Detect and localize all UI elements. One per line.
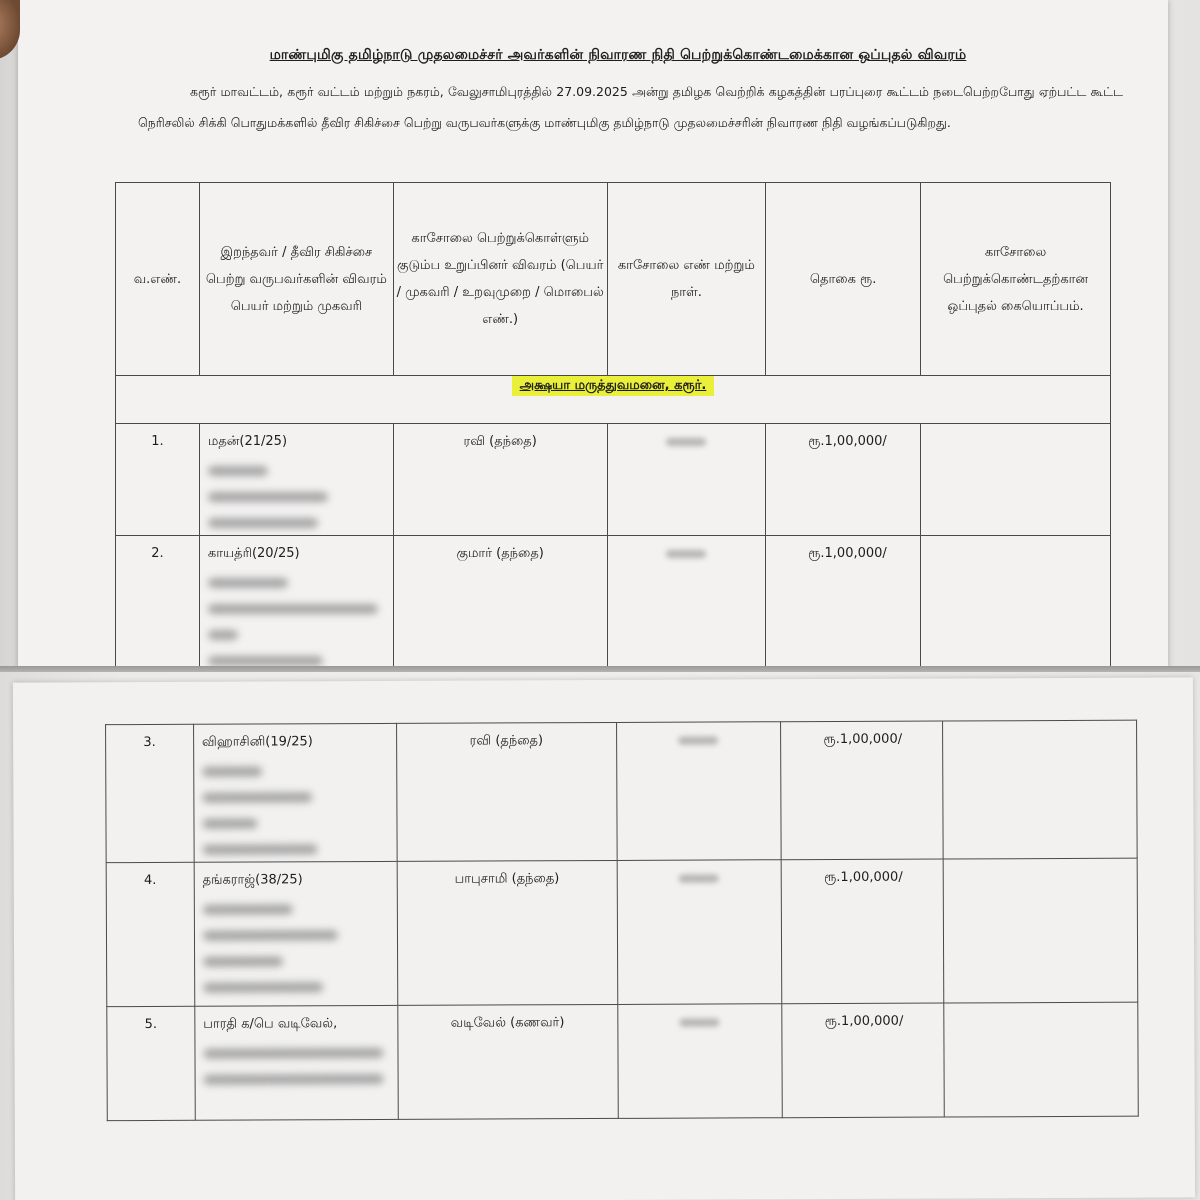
- row-cheque: [617, 860, 782, 1005]
- redacted-phone: [203, 982, 323, 993]
- relief-table-bottom: [105, 720, 1139, 1121]
- table-row: [107, 1002, 1138, 1120]
- row-sno: 5.: [107, 1006, 195, 1120]
- header-patient: இறந்தவர் / தீவிர சிகிச்சை பெற்று வருபவர்களின் விவரம் பெயர் மற்றும் முகவரி: [199, 183, 393, 376]
- redacted-address: [203, 1048, 383, 1059]
- relief-table-top: [115, 182, 1111, 672]
- redacted-cheque-no: [679, 736, 719, 744]
- table-header-row: [116, 183, 1111, 376]
- redacted-address: [203, 930, 338, 941]
- hospital-name: அக்ஷயா மருத்துவமனை, கரூர்.: [512, 376, 715, 396]
- redacted-address: [208, 492, 328, 502]
- hospital-row: [116, 376, 1111, 424]
- redacted-address: [208, 466, 268, 476]
- patient-name: தங்கராஜ்(38/25): [202, 872, 303, 888]
- row-recipient: பாபுசாமி (தந்தை): [397, 860, 617, 1005]
- redacted-address: [208, 604, 378, 614]
- row-patient: [194, 861, 398, 1006]
- redacted-address: [202, 766, 262, 776]
- table-row: [116, 424, 1111, 536]
- document-page-bottom: [13, 677, 1195, 1200]
- redacted-cheque-no: [666, 438, 706, 446]
- photo-bottom-half: [0, 672, 1200, 1200]
- redacted-phone: [203, 1074, 383, 1085]
- row-sno: 4.: [106, 862, 195, 1006]
- patient-name: விஹாசினி(19/25): [201, 734, 313, 750]
- header-cheque: காசோலை எண் மற்றும் நாள்.: [607, 183, 766, 376]
- header-sno: வ.எண்.: [116, 183, 200, 376]
- row-signature: [921, 424, 1111, 536]
- header-signature: காசோலை பெற்றுக்கொண்டதற்கான ஒப்புதல் கையொப்பம்.: [921, 183, 1111, 376]
- row-cheque: [607, 536, 766, 673]
- redacted-address: [202, 792, 312, 802]
- row-amount: ரூ.1,00,000/: [781, 721, 944, 860]
- table-row: [106, 720, 1138, 862]
- row-recipient: குமார் (தந்தை): [393, 536, 607, 673]
- patient-name: மதன்(21/25): [207, 434, 288, 449]
- patient-name: பாரதி க/பெ வடிவேல்,: [203, 1016, 338, 1032]
- redacted-cheque-no: [666, 550, 706, 558]
- row-signature: [921, 536, 1111, 673]
- row-patient: [193, 723, 397, 862]
- row-signature: [943, 720, 1137, 859]
- row-recipient: ரவி (தந்தை): [396, 722, 616, 861]
- header-amount: தொகை ரூ.: [766, 183, 921, 376]
- row-amount: ரூ.1,00,000/: [766, 536, 921, 673]
- redacted-phone: [208, 656, 323, 666]
- row-patient: [199, 424, 393, 536]
- thumb-in-photo: [0, 0, 20, 60]
- row-patient: [195, 1005, 398, 1120]
- row-recipient: ரவி (தந்தை): [393, 424, 607, 536]
- header-recipient: காசோலை பெற்றுக்கொள்ளும் குடும்ப உறுப்பினர் விவரம் (பெயர் / முகவரி / உறவுமுறை / மொபைல் எண்.): [393, 183, 607, 376]
- redacted-cheque-no: [679, 874, 719, 882]
- redacted-phone: [208, 518, 318, 528]
- row-sno: 2.: [116, 536, 200, 673]
- redacted-address: [208, 630, 238, 640]
- row-amount: ரூ.1,00,000/: [782, 1003, 944, 1118]
- redacted-address: [208, 578, 288, 588]
- redacted-address: [203, 904, 293, 914]
- patient-name: காயத்ரி(20/25): [207, 546, 300, 561]
- redacted-phone: [202, 844, 317, 855]
- row-sno: 1.: [116, 424, 200, 536]
- document-title: மாண்புமிகு தமிழ்நாடு முதலமைச்சர் அவர்களின் நிவாரண நிதி பெற்றுக்கொண்டமைக்கான ஒப்புதல் விவரம்: [269, 47, 967, 63]
- row-cheque: [616, 722, 781, 861]
- row-signature: [944, 1002, 1138, 1117]
- row-sno: 3.: [106, 724, 194, 862]
- row-patient: [199, 536, 393, 673]
- row-cheque: [617, 1004, 782, 1119]
- row-cheque: [607, 424, 766, 536]
- row-amount: ரூ.1,00,000/: [782, 859, 945, 1004]
- intro-paragraph: கரூர் மாவட்டம், கரூர் வட்டம் மற்றும் நகரம், வேலுசாமிபுரத்தில் 27.09.2025 அன்று தமிழக வெற்றிக் கழகத்தின் பரப்புரை கூட்டம் நடைபெற்றபோது ஏற்பட்ட கூட்ட நெரிசலில் சிக்கி பொதுமக்களில் தீவிர சிகிச்சை பெற்று வருபவர்களுக்கு மாண்புமிகு தமிழ்நாடு முதலமைச்சரின் நிவாரண நிதி வழங்கப்படுகிறது.: [138, 84, 1123, 130]
- row-recipient: வடிவேல் (கணவர்): [398, 1004, 618, 1119]
- document-page-top: [18, 0, 1168, 672]
- row-signature: [943, 858, 1137, 1003]
- table-row: [106, 858, 1138, 1006]
- table-row: [116, 536, 1111, 673]
- redacted-address: [203, 956, 283, 966]
- redacted-cheque-no: [680, 1018, 720, 1026]
- row-amount: ரூ.1,00,000/: [766, 424, 921, 536]
- redacted-address: [202, 819, 257, 829]
